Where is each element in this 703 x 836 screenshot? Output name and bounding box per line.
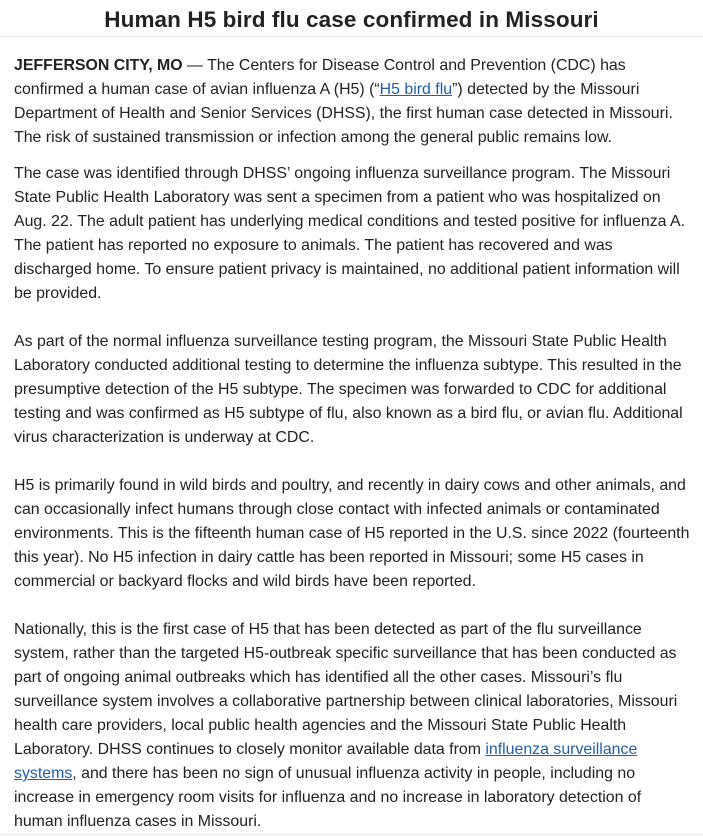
article-body: [14, 54, 694, 834]
paragraph-4: H5 is primarily found in wild birds and poultry, and recently in dairy cows and other animals, and can occasionally infect humans through close contact with infected animals or contaminated environments. This is the fifteenth human case of H5 reported in the U.S. since 2022 (fourteenth this year). No H5 infection in dairy cattle has been reported in Missouri; some H5 cases in commercial or backyard flocks and wild birds have been reported.: [14, 477, 690, 590]
paragraph-1: [14, 54, 694, 150]
paragraph-5-text-a: Nationally, this is the first case of H5 that has been detected as part of the flu surveillance system, rather than the targeted H5-outbreak specific surveillance that has been conducted as part of ongoing animal outbreaks which has identified all the other cases. Missouri’s flu surveillance system involves a collaborative partnership between clinical laboratories, Missouri health care providers, local public health agencies and the Missouri State Public Health Laboratory. DHSS continues to closely monitor available data from: [14, 621, 678, 758]
title-divider: [0, 36, 703, 37]
h5-bird-flu-link[interactable]: H5 bird flu: [379, 81, 453, 98]
paragraph-5: [14, 618, 694, 834]
paragraph-1-text-a: — The Centers for Disease Control and Prevention (CDC) has confirmed a human case of avian influenza A (H5) (“: [14, 57, 626, 98]
paragraph-2: The case was identified through DHSS’ ongoing influenza surveillance program. The Missouri State Public Health Laboratory was sent a specimen from a patient who was hospitalized on Aug. 22. The adult patient has underlying medical conditions and tested positive for influenza A. The patient has reported no exposure to animals. The patient has recovered and was discharged home. To ensure patient privacy is maintained, no additional patient information will be provided.: [14, 165, 686, 302]
paragraph-3: As part of the normal influenza surveillance testing program, the Missouri State Public Health Laboratory conducted additional testing to determine the influenza subtype. This resulted in the presumptive detection of the H5 subtype. The specimen was forwarded to CDC for additional testing and was confirmed as H5 subtype of flu, also known as a bird flu, or avian flu. Additional virus characterization is underway at CDC.: [14, 333, 683, 446]
influenza-surveillance-systems-link[interactable]: influenza surveillance systems: [14, 741, 638, 782]
page-title: Human H5 bird flu case confirmed in Missouri: [104, 7, 599, 32]
paragraph-1-text-b: ”) detected by the Missouri Department of Health and Senior Services (DHSS), the first human case detected in Missouri. The risk of sustained transmission or infection among the general public remains low.: [14, 81, 673, 146]
dateline: JEFFERSON CITY, MO: [14, 57, 183, 74]
paragraph-5-text-b: , and there has been no sign of unusual influenza activity in people, including no increase in emergency room visits for influenza and no increase in laboratory detection of human influenza cases in Missouri.: [14, 765, 642, 830]
